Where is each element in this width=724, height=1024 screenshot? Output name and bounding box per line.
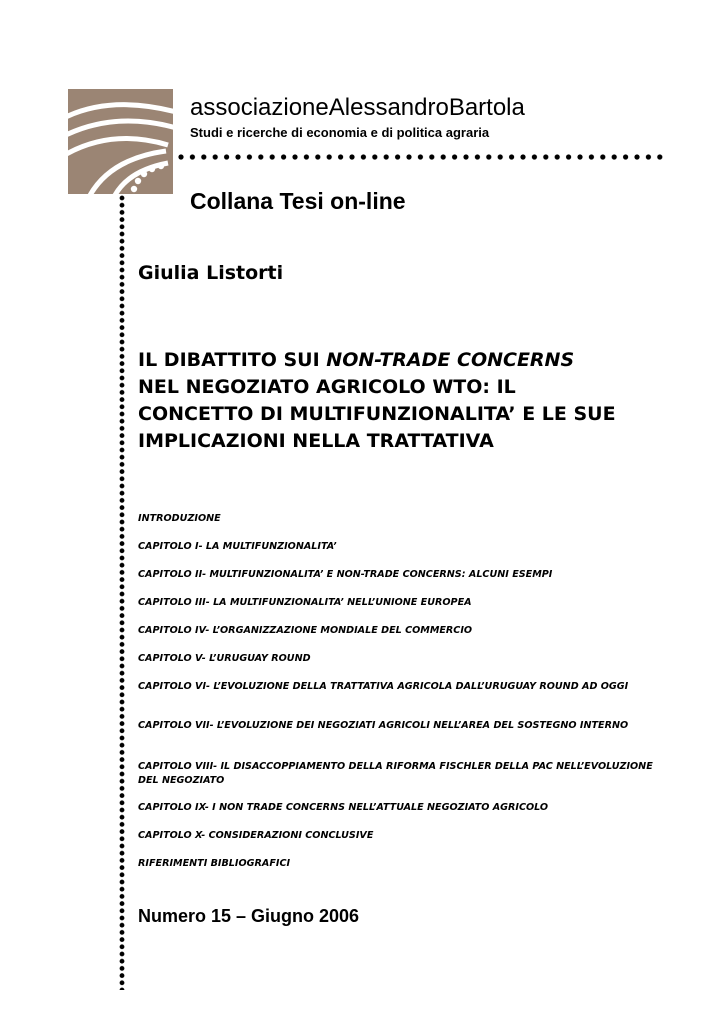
dotted-rule-horizontal [178, 152, 664, 162]
toc-item-capitolo-7: CAPITOLO VII- L’EVOLUZIONE DEI NEGOZIATI AGRICOLI NELL’AREA DEL SOSTEGNO INTERNO [138, 720, 629, 731]
toc-item-riferimenti: RIFERIMENTI BIBLIOGRAFICI [138, 858, 291, 869]
title-line-4: IMPLICAZIONI NELLA TRATTATIVA [138, 430, 494, 452]
author-name: Giulia Listorti [138, 262, 284, 284]
toc-item-capitolo-3: CAPITOLO III- LA MULTIFUNZIONALITA’ NELL’UNIONE EUROPEA [138, 597, 472, 608]
toc-item-capitolo-2: CAPITOLO II- MULTIFUNZIONALITA’ E NON-TRADE CONCERNS: ALCUNI ESEMPI [138, 569, 553, 580]
dotted-rule-vertical [116, 195, 128, 990]
toc-item-introduzione: INTRODUZIONE [138, 513, 221, 524]
toc-item-capitolo-1: CAPITOLO I- LA MULTIFUNZIONALITA’ [138, 541, 337, 552]
toc-item-capitolo-10: CAPITOLO X- CONSIDERAZIONI CONCLUSIVE [138, 830, 374, 841]
thesis-title [138, 347, 698, 455]
title-line-2: NEL NEGOZIATO AGRICOLO WTO: IL [138, 376, 516, 398]
toc-item-capitolo-8: CAPITOLO VIII- IL DISACCOPPIAMENTO DELLA RIFORMA FISCHLER DELLA PAC NELL’EVOLUZIONE DEL NEGOZIATO [138, 761, 653, 786]
fields-logo-icon [68, 89, 173, 194]
issue-number: Numero 15 – Giugno 2006 [138, 906, 360, 926]
toc-item-capitolo-4: CAPITOLO IV- L’ORGANIZZAZIONE MONDIALE DEL COMMERCIO [138, 625, 473, 636]
toc-item-capitolo-6: CAPITOLO VI- L’EVOLUZIONE DELLA TRATTATIVA AGRICOLA DALL’URUGUAY ROUND AD OGGI [138, 681, 629, 692]
title-line-1-italic: NON-TRADE CONCERNS [326, 349, 575, 371]
series-title: Collana Tesi on-line [190, 188, 406, 214]
title-line-1-prefix: IL DIBATTITO SUI [138, 349, 327, 371]
toc-item-capitolo-5: CAPITOLO V- L’URUGUAY ROUND [138, 653, 311, 664]
toc-item-capitolo-9: CAPITOLO IX- I NON TRADE CONCERNS NELL’ATTUALE NEGOZIATO AGRICOLO [138, 802, 549, 813]
title-line-3: CONCETTO DI MULTIFUNZIONALITA’ E LE SUE [138, 403, 616, 425]
organization-name: associazioneAlessandroBartola [190, 94, 525, 121]
organization-subtitle: Studi e ricerche di economia e di politica agraria [190, 125, 490, 140]
title-line-1 [138, 347, 698, 374]
